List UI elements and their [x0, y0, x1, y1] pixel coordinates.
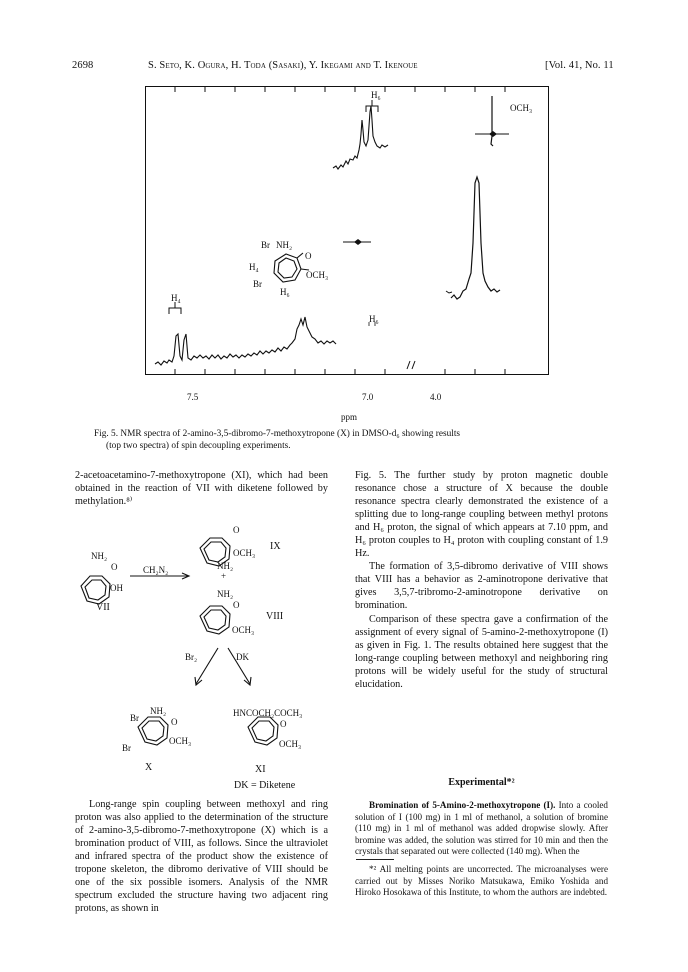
x-tick-4-0: 4.0 [430, 392, 442, 402]
journal-volume: [Vol. 41, No. 11 [545, 60, 614, 71]
decoupled-h6-trace [333, 106, 388, 169]
subsection-title: Bromination of 5-Amino-2-methoxytropone (I). [369, 800, 556, 810]
nmr-spectrum-figure [145, 86, 549, 386]
left-column-bottom [75, 798, 328, 915]
x-br-bottom: Br [122, 743, 131, 753]
och3-top-trace [491, 96, 493, 146]
x-och3: OCH₃ [169, 736, 192, 746]
xi-o: O [280, 719, 287, 729]
ix-o: O [233, 525, 240, 535]
och3-bottom-trace [451, 177, 500, 299]
structure-label-o: O [305, 251, 312, 261]
footnote [355, 864, 608, 899]
figure-caption [94, 428, 614, 452]
x-br-top: Br [130, 713, 139, 723]
x-o: O [171, 717, 178, 727]
structure-label-h4: H₄ [249, 262, 259, 272]
caption-continuation: (top two spectra) of spin decoupling experiments. [106, 441, 291, 451]
viii-o: O [233, 600, 240, 610]
peak-label-h4: H₄ [171, 293, 181, 303]
peak-label-h6-top: H₆ [371, 90, 381, 100]
right-paragraph-2: The formation of 3,5-dibromo derivative of VIII shows that VIII has a behavior as 2-aminotropone derivative that gives 3,5,7-tribromo-2-aminotropone derivative on bromination. [355, 561, 608, 612]
experimental-text: Into a cooled solution of I (100 mg) in 1 ml of methanol, a solution of bromine (110 mg) in 1 ml of methanol was added dropwise slowly. After bromine was added, the solution was stirred for 10 min and then the crystals that separated out were collected (140 mg). When the [355, 800, 608, 857]
right-paragraph-3: Comparison of these spectra gave a confirmation of the assignment of every signal of 5-amino-2-methoxytropone (I) as given in Fig. 1. The results obtained here suggest that the long-range coupling between methoxyl and neighboring ring protons will be widely useful for the study of structural elucidation. [355, 613, 608, 690]
structure-label-br-top: Br [261, 240, 270, 250]
x-tick-7-0: 7.0 [362, 392, 374, 402]
left-paragraph-1: 2-acetoacetamino-7-methoxytropone (XI), which had been obtained in the reaction of VII with diketene followed by methylation.⁸⁾ [75, 470, 328, 508]
xi-label: XI [255, 764, 266, 775]
reagent-br2: Br₂ [185, 652, 198, 662]
viii-och3: OCH₃ [232, 625, 255, 635]
experimental-section [355, 776, 608, 789]
left-paragraph-2: Long-range spin coupling between methoxyl and ring proton was also applied to the determination of the structure of 2-amino-3,5-dibromo-7-methoxytropone (X) which is a bromination product of VIII, as follows. Since the ultraviolet and infrared spectra of the product show the existence of tropone skeleton, the dibromo derivative of VIII should be one of the six possible isomers. Analysis of the NMR spectrum excluded the structure having two adjacent ring protons, as shown in [75, 799, 328, 915]
running-authors: S. Seto, K. Ogura, H. Toda (Sasaki), Y. Ikegami and T. Ikenoue [148, 60, 418, 71]
left-column-top [75, 469, 328, 508]
reagent-ch2n2: CH₂N₂ [143, 565, 169, 575]
dk-note: DK = Diketene [234, 780, 296, 791]
vii-nh2: NH₂ [91, 551, 108, 561]
viii-nh2: NH₂ [217, 589, 234, 599]
experimental-body [355, 800, 608, 858]
vii-label: VII [96, 602, 110, 613]
caption-text: NMR spectra of 2-amino-3,5-dibromo-7-methoxytropone (X) in DMSO-d₆ showing results [120, 429, 461, 439]
structure-label-och3: OCH₃ [306, 270, 329, 280]
reagent-dk: DK [236, 652, 249, 662]
ix-label: IX [270, 541, 281, 552]
footnote-text: *² All melting points are uncorrected. The microanalyses were carried out by Misses Noriko Matsukawa, Emiko Yoshida and Hiroko Hosokawa of this Institute, to whom the authors are indebted. [355, 864, 608, 898]
right-paragraph-1: Fig. 5. The further study by proton magnetic double resonance chose a structure of X because the double resonance spectra clearly demonstrated the existence of a splitting due to long-range coupling between methyl protons and H₆ proton, the signal of which appears at 7.10 ppm, and H₆ proton couples to H₄ proton with coupling constant of 1.9 Hz. [355, 470, 608, 560]
structure-label-br-bottom: Br [253, 279, 262, 289]
ix-och3: OCH₃ [233, 548, 256, 558]
xi-substituent: HNCOCH₂COCH₃ [233, 708, 303, 718]
x-axis-label: ppm [341, 412, 358, 422]
peak-label-h6-bottom: H₆ [369, 314, 379, 324]
plus-sign: + [221, 571, 227, 581]
x-label: X [145, 762, 153, 773]
structure-label-nh2: NH₂ [276, 240, 293, 250]
xi-och3: OCH₃ [279, 739, 302, 749]
viii-label: VIII [266, 611, 284, 622]
footnote-rule [356, 859, 394, 860]
ix-nh2: NH₂ [217, 561, 234, 571]
page-number: 2698 [72, 60, 94, 71]
structure-label-h6: H₆ [280, 287, 290, 297]
vii-oh: OH [110, 583, 123, 593]
experimental-heading: Experimental*² [448, 777, 515, 788]
right-column [355, 469, 608, 691]
caption-lead: Fig. 5. [94, 429, 119, 439]
x-nh2: NH₂ [150, 706, 167, 716]
experimental-paragraph [355, 800, 608, 858]
x-tick-7-5: 7.5 [187, 392, 199, 402]
peak-label-och3: OCH₃ [510, 103, 533, 113]
vii-o: O [111, 562, 118, 572]
full-spectrum-trace [155, 317, 336, 365]
